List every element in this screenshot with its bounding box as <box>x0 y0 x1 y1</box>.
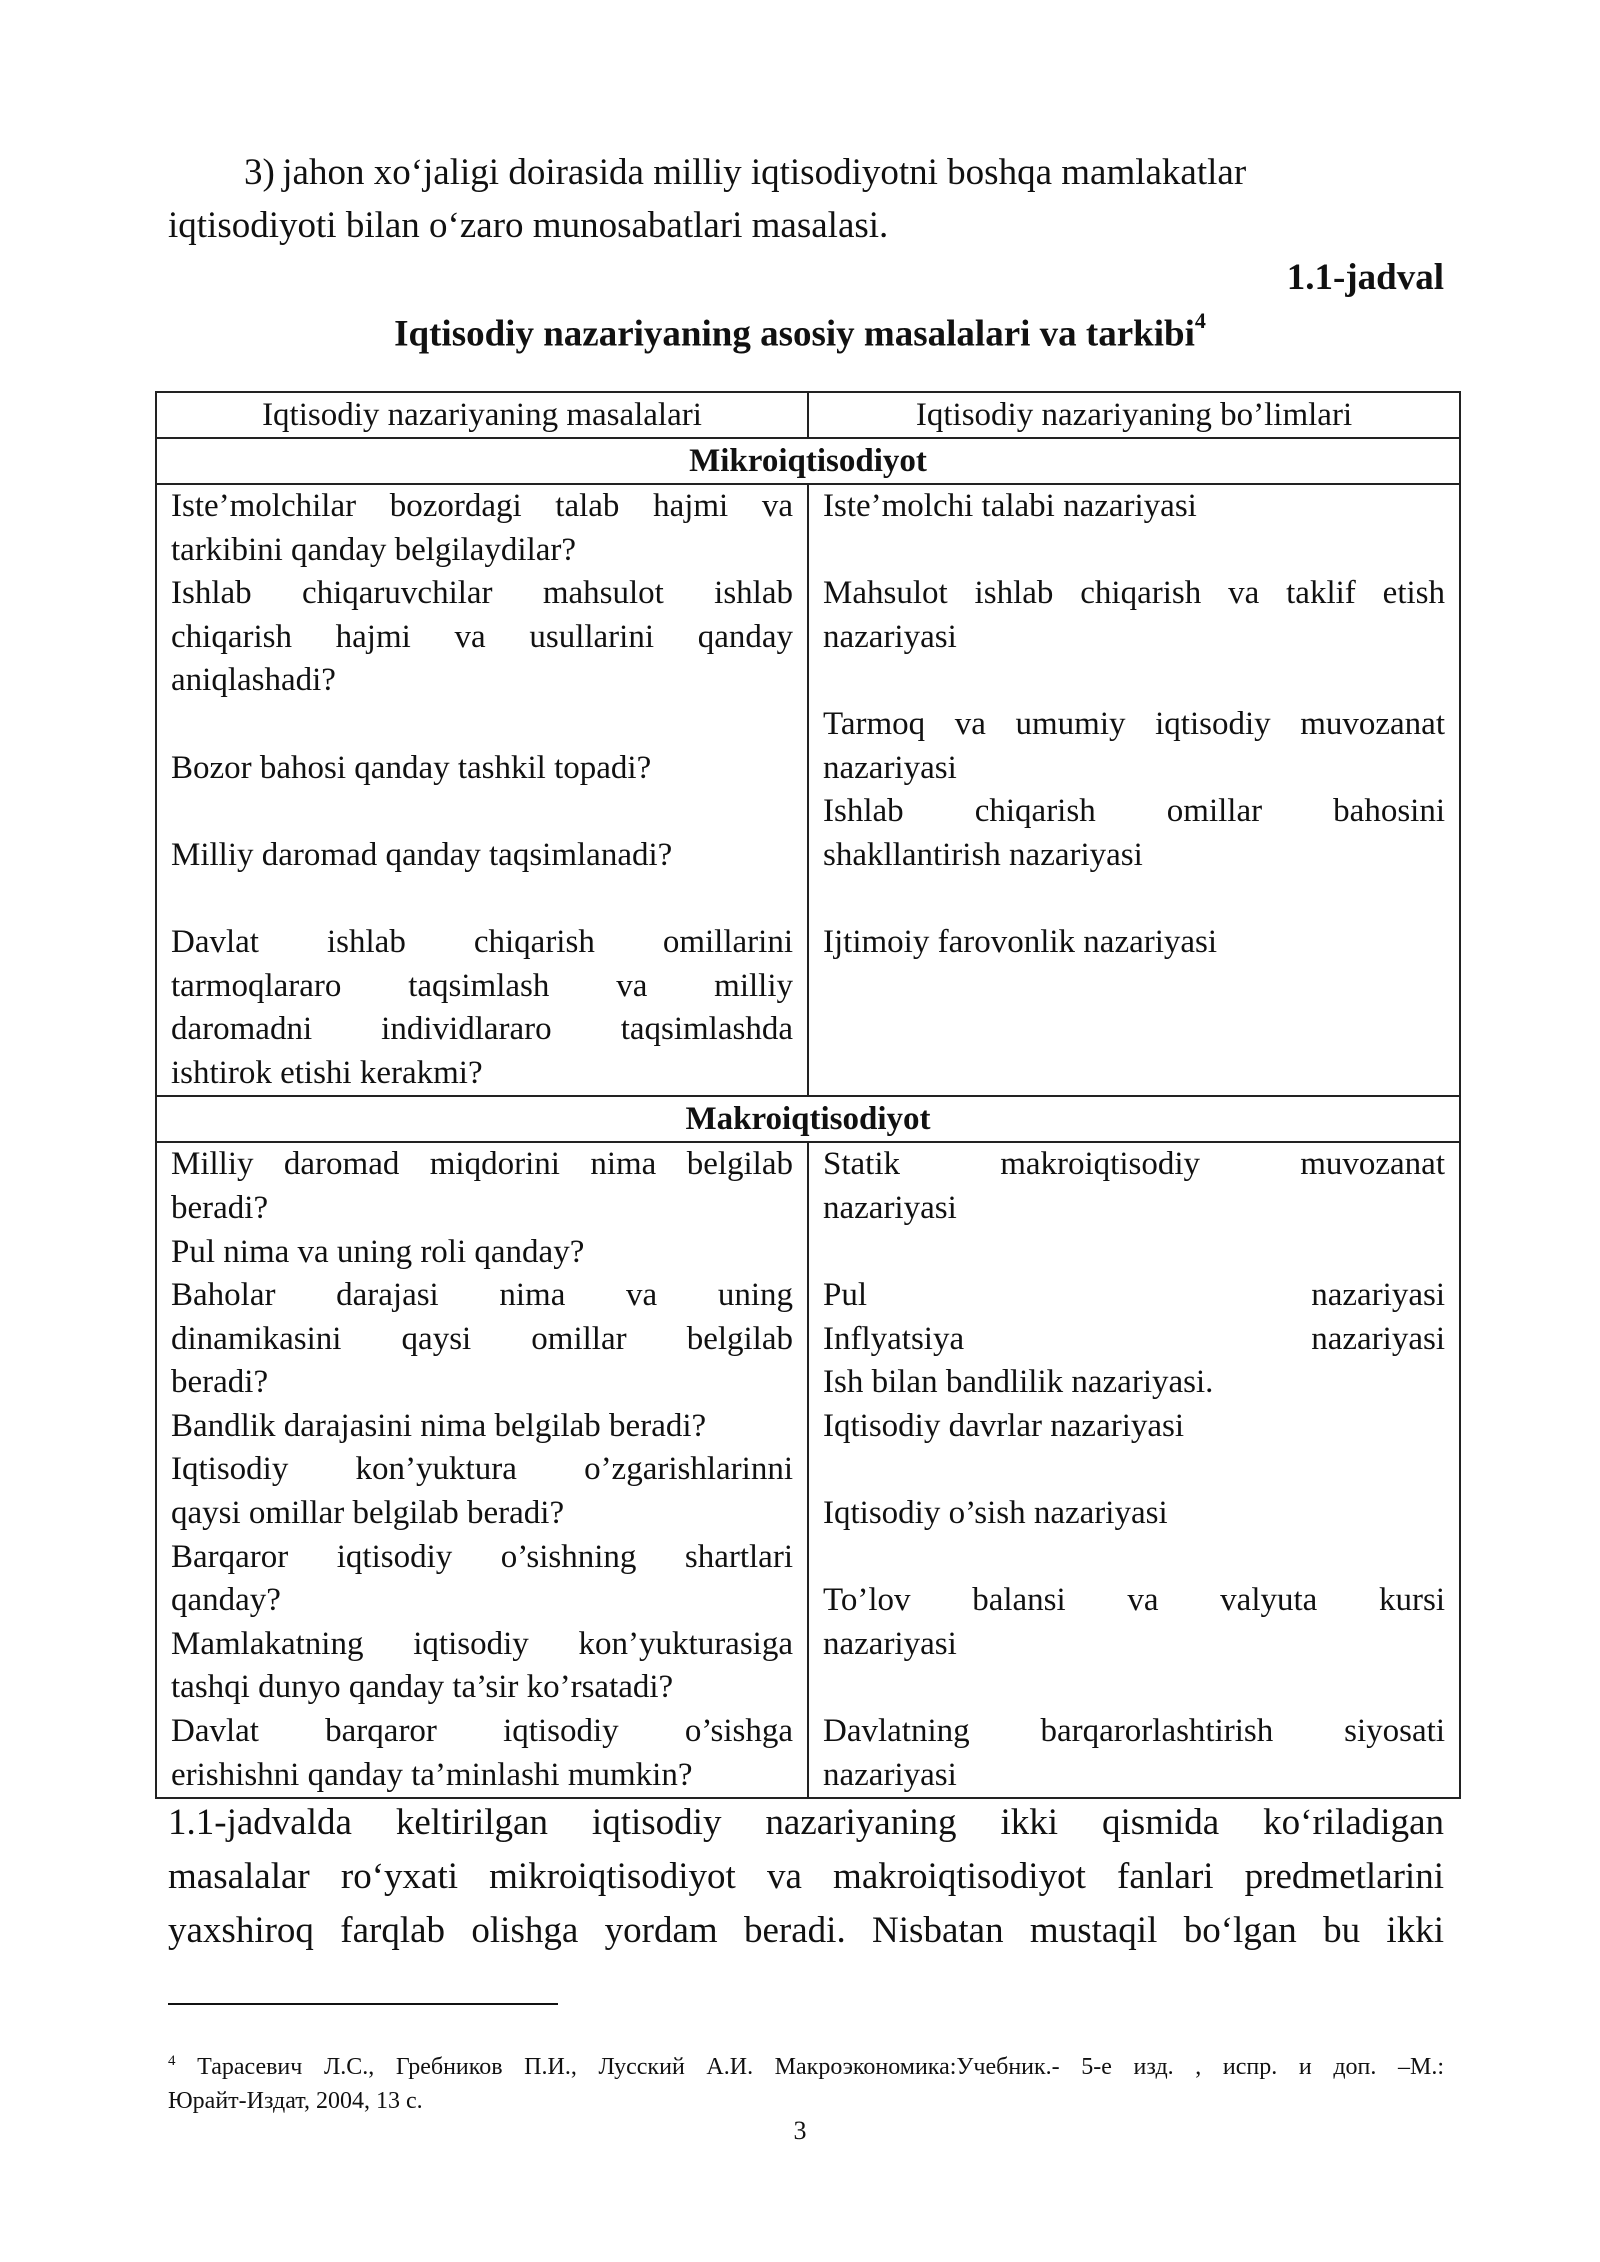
cell-line: nazariyasi <box>823 1189 957 1226</box>
cell-line <box>823 1008 1445 1052</box>
cell-line <box>171 790 793 834</box>
cell-line: nazariyasi <box>823 618 957 655</box>
page-number: 3 <box>793 2116 807 2145</box>
cell-line: shakllantirish nazariyasi <box>823 836 1143 873</box>
footnote-separator <box>168 2003 558 2005</box>
micro-questions-cell <box>156 484 808 1096</box>
intro-text-line1: jahon xo‘jaligi doirasida milliy iqtisodiyotni boshqa mamlakatlar <box>282 152 1247 193</box>
cell-line: To’lov balansi va valyuta kursi <box>823 1582 1445 1619</box>
cell-line <box>823 965 1445 1009</box>
cell-line <box>823 659 1445 703</box>
cell-line: Davlat ishlab chiqarish omillarini <box>171 923 793 960</box>
cell-line: nazariyasi <box>823 749 957 786</box>
cell-line: Bandlik darajasini nima belgilab beradi? <box>171 1407 707 1444</box>
cell-line: qanday? <box>171 1582 281 1619</box>
table-title <box>0 308 1600 355</box>
intro-item-number: 3) <box>244 152 275 193</box>
cell-line: tarmoqlararo taqsimlash va milliy <box>171 967 793 1004</box>
cell-line: Mamlakatning iqtisodiy kon’yukturasiga <box>171 1625 793 1662</box>
cell-line: Baholar darajasi nima va uning <box>171 1277 793 1314</box>
macro-section-row <box>156 1096 1460 1142</box>
cell-line: Davlat barqaror iqtisodiy o’sishga <box>171 1713 793 1750</box>
table-title-text: Iqtisodiy nazariyaning asosiy masalalari va tarkibi <box>394 313 1195 355</box>
cell-line: aniqlashadi? <box>171 662 336 699</box>
footnote-text-line1: Тарасевич Л.С., Гребников П.И., Лусский А.И. Макроэкономика:Учебник.- 5-е изд. , испр. и доп. –М.: <box>197 2054 1445 2080</box>
footnote-text-line2: Юрайт-Издат, 2004, 13 с. <box>168 2088 423 2114</box>
micro-section-title: Mikroiqtisodiyot <box>156 438 1460 484</box>
footnote-reference: 4 <box>1194 308 1206 333</box>
cell-line: Pul nazariyasi <box>823 1277 1445 1314</box>
cell-line <box>823 1448 1445 1492</box>
intro-paragraph <box>168 146 1444 252</box>
intro-text-line2: iqtisodiyoti bilan o‘zaro munosabatlari masalasi. <box>168 205 889 246</box>
cell-line: Iste’molchilar bozordagi talab hajmi va <box>171 488 793 524</box>
cell-line: Mahsulot ishlab chiqarish va taklif etish <box>823 575 1445 612</box>
cell-line: Ish bilan bandlilik nazariyasi. <box>823 1364 1214 1401</box>
cell-line: nazariyasi <box>823 1756 957 1793</box>
cell-line: Milliy daromad miqdorini nima belgilab <box>171 1146 793 1183</box>
cell-line <box>171 703 793 747</box>
cell-line: Barqaror iqtisodiy o’sishning shartlari <box>171 1538 793 1575</box>
cell-line: Iste’molchi talabi nazariyasi <box>823 488 1197 524</box>
table-header-row <box>156 392 1460 438</box>
cell-line <box>823 1666 1445 1710</box>
cell-line: beradi? <box>171 1189 269 1226</box>
cell-line: chiqarish hajmi va usullarini qanday <box>171 618 793 655</box>
cell-line: ishtirok etishi kerakmi? <box>171 1054 483 1091</box>
paragraph-line: 1.1-jadvalda keltirilgan iqtisodiy nazariyaning ikki qismida ko‘riladigan <box>168 1802 1444 1843</box>
theory-table <box>155 391 1461 1799</box>
cell-line: Ijtimoiy farovonlik nazariyasi <box>823 923 1218 960</box>
cell-line: Iqtisodiy o’sish nazariyasi <box>823 1495 1168 1532</box>
macro-branches-cell <box>808 1142 1460 1798</box>
header-left-cell: Iqtisodiy nazariyaning masalalari <box>156 392 808 438</box>
micro-content-row <box>156 484 1460 1096</box>
macro-questions-cell <box>156 1142 808 1798</box>
cell-line: qaysi omillar belgilab beradi? <box>171 1495 565 1532</box>
footnote <box>168 2044 1444 2118</box>
cell-line <box>823 1231 1445 1275</box>
macro-content-row <box>156 1142 1460 1798</box>
micro-branches-cell <box>808 484 1460 1096</box>
after-table-paragraph <box>168 1796 1444 1958</box>
header-right-cell: Iqtisodiy nazariyaning bo’limlari <box>808 392 1460 438</box>
cell-line <box>823 1052 1445 1096</box>
table-label: 1.1-jadval <box>1286 257 1444 298</box>
cell-line: tashqi dunyo qanday ta’sir ko’rsatadi? <box>171 1669 674 1706</box>
cell-line: Iqtisodiy davrlar nazariyasi <box>823 1407 1185 1444</box>
cell-line: daromadni individlararo taqsimlashda <box>171 1011 793 1048</box>
footnote-number: 4 <box>168 2053 176 2069</box>
cell-line <box>823 877 1445 921</box>
paragraph-line: masalalar ro‘yxati mikroiqtisodiyot va makroiqtisodiyot fanlari predmetlarini <box>168 1856 1444 1897</box>
cell-line: Milliy daromad qanday taqsimlanadi? <box>171 836 673 873</box>
cell-line <box>823 1536 1445 1580</box>
cell-line: Ishlab chiqarish omillar bahosini <box>823 793 1445 830</box>
cell-line: Bozor bahosi qanday tashkil topadi? <box>171 749 652 786</box>
cell-line: Iqtisodiy kon’yuktura o’zgarishlarinni <box>171 1451 793 1488</box>
cell-line: Pul nima va uning roli qanday? <box>171 1233 585 1270</box>
cell-line: dinamikasini qaysi omillar belgilab <box>171 1320 793 1357</box>
cell-line <box>171 877 793 921</box>
cell-line: Inflyatsiya nazariyasi <box>823 1320 1445 1357</box>
cell-line: Tarmoq va umumiy iqtisodiy muvozanat <box>823 705 1445 742</box>
cell-line: Statik makroiqtisodiy muvozanat <box>823 1146 1445 1183</box>
cell-line: Davlatning barqarorlashtirish siyosati <box>823 1713 1445 1750</box>
macro-section-title: Makroiqtisodiyot <box>156 1096 1460 1142</box>
footnote-line <box>168 2044 1444 2084</box>
micro-section-row <box>156 438 1460 484</box>
cell-line: tarkibini qanday belgilaydilar? <box>171 531 577 568</box>
cell-line: erishishni qanday ta’minlashi mumkin? <box>171 1756 693 1793</box>
paragraph-line: yaxshiroq farqlab olishga yordam beradi. Nisbatan mustaqil bo‘lgan bu ikki <box>168 1910 1444 1951</box>
cell-line: nazariyasi <box>823 1625 957 1662</box>
cell-line <box>823 529 1445 573</box>
cell-line: beradi? <box>171 1364 269 1401</box>
cell-line: Ishlab chiqaruvchilar mahsulot ishlab <box>171 575 793 612</box>
